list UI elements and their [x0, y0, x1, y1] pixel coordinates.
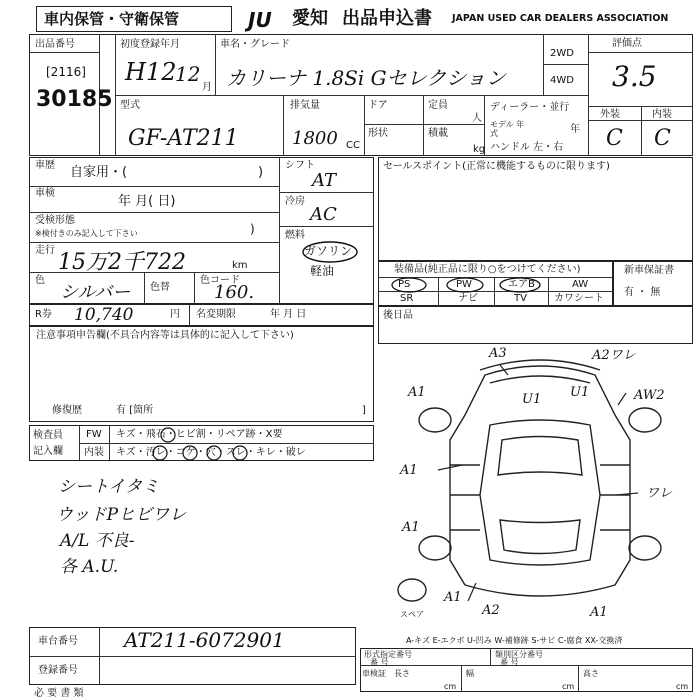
width-label: 幅: [466, 669, 474, 678]
damage-mark: A2ワレ: [592, 348, 636, 363]
spare-label: スペア: [400, 610, 424, 619]
after-label: 後日品: [383, 310, 413, 321]
mileage-unit: km: [232, 260, 248, 271]
reg-year: H12: [125, 58, 177, 86]
listing-no-label: 出品番号: [35, 39, 75, 50]
r-unit: 円: [170, 309, 180, 320]
cert-label: 車検証: [362, 669, 386, 678]
car-name: カリーナ 1.8Si Gセレクション: [226, 66, 506, 90]
equip-sr: SR: [400, 293, 414, 304]
damage-mark: A1: [444, 590, 462, 605]
eval-score: 3.5: [612, 60, 657, 93]
required-docs-strip: 必 要 書 類: [34, 688, 84, 699]
damage-mark: A1: [408, 385, 426, 400]
fw-text: キズ・飛石・ヒビ割・リペア跡・X要: [116, 429, 283, 440]
type-cert-sub: 番 号: [370, 658, 389, 667]
car-diagram: [390, 345, 690, 615]
note-line: 各 A.U.: [60, 557, 119, 577]
damage-mark: A3: [489, 346, 507, 361]
interior-text: キズ・汚レ・コゲ・穴・スレ・キレ・破レ: [116, 447, 306, 458]
damage-mark: ワレ: [646, 486, 673, 501]
width-unit: cm: [562, 682, 575, 691]
color-change-label: 色替: [150, 282, 170, 293]
year-unit: 年: [570, 124, 580, 135]
exterior-grade: C: [606, 126, 623, 151]
note-line: シートイタミ: [58, 477, 160, 497]
damage-mark: U1: [522, 392, 542, 407]
displacement-unit: CC: [346, 140, 360, 151]
damage-mark: AW2: [634, 388, 665, 403]
model: GF-AT211: [128, 126, 239, 151]
class-label: 類別区分番号: [495, 650, 543, 659]
length-label: 長さ: [394, 669, 410, 678]
interior-row-label: 内装: [84, 447, 104, 458]
model-label: 型式: [120, 100, 140, 111]
name-change-label: 名変期限: [196, 309, 236, 320]
after-box: [378, 306, 693, 344]
door-label: ドア: [368, 100, 388, 111]
equip-airbag: エアB: [508, 279, 535, 290]
class-sub: 番 号: [500, 658, 519, 667]
aircon: AC: [310, 204, 337, 225]
damage-mark: U1: [570, 385, 590, 400]
damage-legend: A-キズ E-エクボ U-凹み W-補修跡 S-サビ C-腐食 XX-交換済: [406, 636, 623, 645]
equip-tv: TV: [514, 293, 527, 304]
warranty-label: 新車保証書: [624, 265, 674, 276]
drive-4wd: 4WD: [550, 75, 574, 86]
equip-leather: カワシート: [554, 293, 604, 304]
damage-mark: A1: [402, 520, 420, 535]
equipment-label: 装備品(純正品に限り○をつけてください): [394, 264, 581, 275]
height-unit: cm: [676, 682, 689, 691]
fuel-gas: ガソリン: [304, 244, 353, 258]
history-value: 自家用・(: [70, 165, 128, 180]
shaken-label: 車検: [35, 188, 55, 199]
repair-value: 有 [箇所: [116, 405, 154, 416]
damage-mark: A1: [590, 605, 608, 620]
ju-logo: [246, 8, 292, 32]
inspector-circles: [110, 425, 370, 461]
load-unit: kg: [473, 144, 486, 155]
reg-month: 12: [175, 62, 201, 86]
form-title: 出品申込書: [342, 8, 432, 29]
writer-label: 記入欄: [33, 446, 63, 457]
association-name: JAPAN USED CAR DEALERS ASSOCIATION: [452, 13, 669, 24]
equip-navi: ナビ: [458, 293, 478, 304]
repair-label: 修復歴: [52, 405, 82, 416]
eval-label: 評価点: [612, 38, 642, 49]
load-label: 積載: [428, 128, 448, 139]
fuel-gas-circle: [300, 240, 360, 264]
aircon-label: 冷房: [285, 196, 305, 207]
listing-code: [2116]: [46, 65, 86, 79]
model-year-label: モデル 年式: [490, 120, 525, 138]
shaken-value: 年 月( 日): [118, 194, 176, 209]
reception-paren: ): [250, 222, 255, 236]
drive-2wd: 2WD: [550, 48, 574, 59]
color-code: 160.: [214, 282, 255, 303]
reception-label: 受検形態: [35, 215, 75, 226]
displacement: 1800: [292, 128, 338, 149]
fw-label: FW: [86, 429, 102, 440]
damage-mark: A2: [482, 603, 500, 618]
capacity-label: 定員: [428, 100, 448, 111]
history-label: 車歴: [35, 160, 55, 171]
equipment-circles: [378, 275, 613, 295]
storage-tag: 車内保管・守衛保管: [44, 10, 180, 28]
selling-box: [378, 157, 693, 261]
type-cert-label: 形式指定番号: [364, 650, 412, 659]
mileage: 15万2千722: [58, 250, 186, 275]
selling-label: セールスポイント(正常に機能するものに限ります): [383, 161, 610, 172]
warranty-value: 有 ・ 無: [624, 287, 661, 298]
repair-close: ]: [362, 405, 366, 416]
exterior-label: 外装: [600, 109, 620, 120]
r-value: 10,740: [74, 305, 134, 325]
reg-year-label: 初度登録年月: [120, 39, 180, 50]
chassis-label: 車台番号: [38, 636, 78, 647]
inspector-label: 検査員: [33, 430, 63, 441]
logo-name: 愛知: [292, 8, 328, 29]
dealer-label: ディーラー・並行: [490, 102, 570, 113]
history-close-paren: ): [258, 165, 264, 180]
color-label: 色: [35, 275, 45, 286]
interior-grade: C: [654, 126, 671, 151]
equip-pw: PW: [456, 279, 472, 290]
listing-no: 30185: [36, 87, 113, 112]
interior-label: 内装: [652, 109, 672, 120]
reception-note: ※検付きのみ記入して下さい: [35, 229, 138, 238]
equip-ps: PS: [398, 279, 411, 290]
handle-label: ハンドル 左・右: [490, 142, 564, 153]
color-code-label: 色コード: [200, 275, 240, 286]
fuel-diesel: 軽油: [310, 264, 335, 278]
chassis-value: AT211-6072901: [124, 628, 285, 652]
shape-label: 形状: [368, 128, 388, 139]
r-label: R券: [35, 309, 52, 320]
mileage-label: 走行: [35, 245, 55, 256]
note-line: ウッドPヒビワレ: [56, 505, 187, 525]
reg-month-unit: 月: [202, 82, 212, 93]
ju-logo-mark: JU: [248, 8, 272, 32]
name-change-value: 年 月 日: [270, 309, 307, 320]
fuel-label: 燃料: [285, 230, 305, 241]
height-label: 高さ: [583, 669, 599, 678]
reg-no-label: 登録番号: [38, 665, 78, 676]
capacity-unit: 人: [472, 113, 482, 124]
displacement-label: 排気量: [290, 100, 320, 111]
color: シルバー: [60, 282, 131, 303]
shift-label: シフト: [285, 160, 315, 171]
report-label: 注意事項申告欄(不具合内容等は具体的に記入して下さい): [36, 330, 294, 341]
length-unit: cm: [444, 682, 457, 691]
car-name-label: 車名・グレード: [220, 39, 290, 50]
shift: AT: [312, 170, 337, 191]
equip-aw: AW: [572, 279, 589, 290]
note-line: A/L 不良-: [60, 531, 135, 551]
damage-mark: A1: [400, 463, 418, 478]
